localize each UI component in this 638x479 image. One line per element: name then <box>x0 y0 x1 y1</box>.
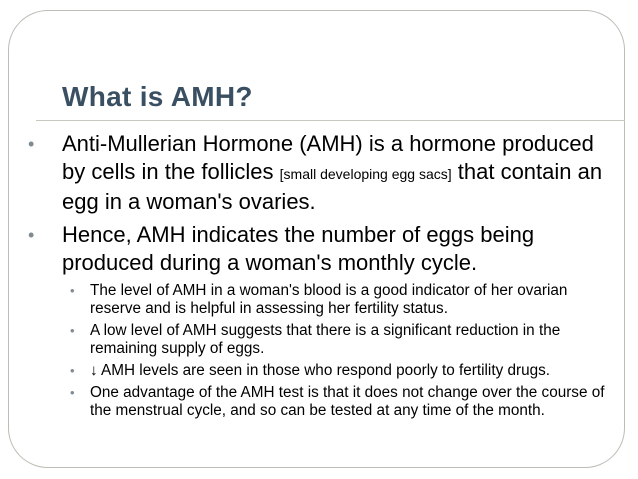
sub-bullet-icon: • <box>70 323 75 338</box>
sub-bullet-item <box>24 362 620 380</box>
sub-bullet-icon: • <box>70 363 75 378</box>
sub-bullet-icon: • <box>70 283 75 298</box>
bullet-item <box>24 221 620 277</box>
sub-bullet-text: One advantage of the AMH test is that it does not change over the course of the menstrual cycle, and so can be tested at any time of the month. <box>90 384 605 419</box>
sub-bullet-icon: • <box>70 385 75 400</box>
sub-bullet-text: ↓ AMH levels are seen in those who respond poorly to fertility drugs. <box>90 362 550 379</box>
sub-bullet-item <box>24 322 620 358</box>
bullet-text-continued: that contain an egg in a woman's ovaries. <box>62 159 603 214</box>
sub-bullet-text: The level of AMH in a woman's blood is a good indicator of her ovarian reserve and is helpful in assessing her fertility status. <box>90 282 568 317</box>
sub-bullet-item <box>24 384 620 420</box>
slide-title: What is AMH? <box>62 81 253 112</box>
bullet-list <box>24 130 620 424</box>
bullet-item <box>24 130 620 216</box>
bullet-text: Hence, AMH indicates the number of eggs being produced during a woman's monthly cycle. <box>62 222 535 275</box>
bullet-text: Anti-Mullerian Hormone (AMH) is a hormone produced by cells in the follicles <box>62 131 594 184</box>
bullet-icon: • <box>28 134 35 154</box>
bullet-small-text: [small developing egg sacs] <box>279 166 452 182</box>
sub-bullet-text: A low level of AMH suggests that there is a significant reduction in the remaining supply of eggs. <box>90 322 561 357</box>
sub-bullet-item <box>24 282 620 318</box>
bullet-icon: • <box>28 225 35 245</box>
title-divider <box>36 120 625 121</box>
